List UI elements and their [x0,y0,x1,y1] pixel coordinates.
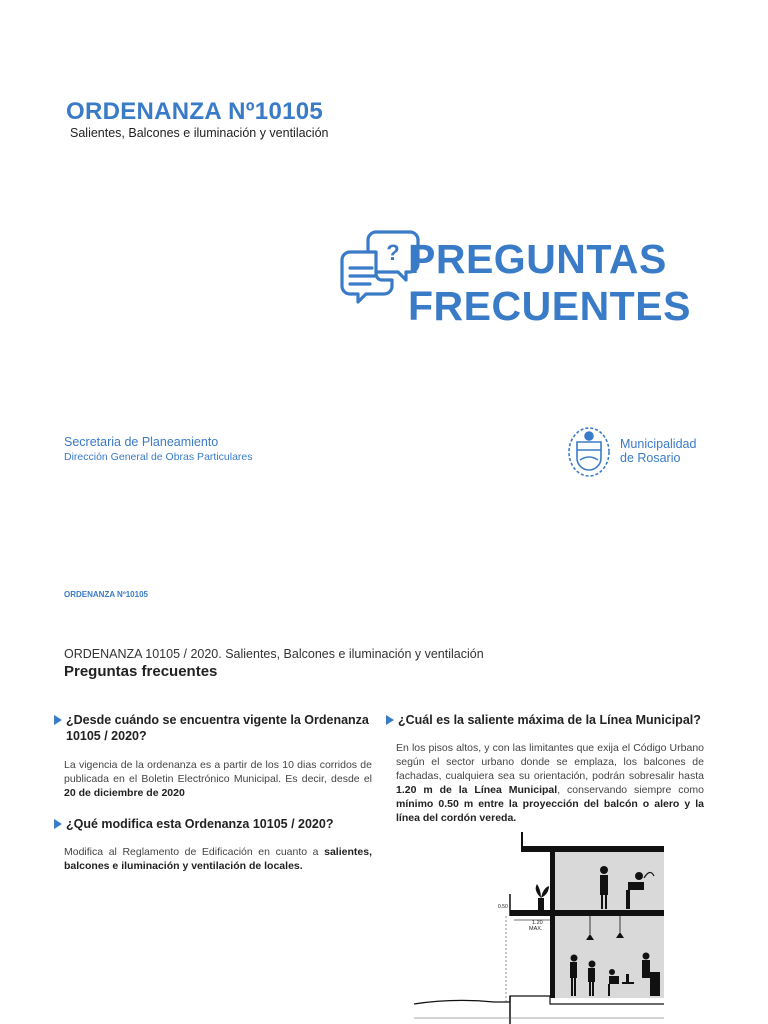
dimension-050-label: 0.50 [498,904,508,910]
svg-text:?: ? [386,240,400,265]
section-title: Preguntas frecuentes [64,663,218,680]
question-2-text: ¿Qué modifica esta Ordenanza 10105 / 2020? [66,817,334,831]
document-subtitle: Salientes, Balcones e iluminación y ventilación [70,126,329,140]
answer-1 [64,758,372,800]
balcony-section-diagram [414,832,664,1024]
question-2 [66,816,376,832]
answer-2 [64,845,372,873]
page-header: ORDENANZA Nº10105 [64,590,148,599]
rosario-crest-logo [566,424,612,480]
dimension-max-label: MAX. [529,926,543,932]
faq-heading-line2: FRECUENTES [408,283,691,329]
answer-3-text: En los pisos altos, y con las limitantes que exija el Código Urbano según el sector urbano donde se emplaza, los balcones de fachadas, cualquiera sea su orientación, podrán sobresalir hasta [396,742,704,782]
answer-3-highlight-2: mínimo 0.50 m entre la proyección del balcón o alero y la línea del cordón vereda. [396,798,704,824]
ordinance-reference: ORDENANZA 10105 / 2020. Salientes, Balcones e iluminación y ventilación [64,647,484,661]
answer-3-text-2: , conservando siempre como [557,784,704,796]
faq-heading [408,236,691,330]
answer-3 [396,741,704,825]
muni-line1: Municipalidad [620,437,697,451]
faq-heading-line1: PREGUNTAS [408,236,667,282]
muni-line2: de Rosario [620,451,681,465]
document-title: ORDENANZA Nº10105 [66,98,324,125]
municipalidad-logo-text [620,437,696,465]
answer-1-highlight: 20 de diciembre de 2020 [64,787,185,799]
question-1-text: ¿Desde cuándo se encuentra vigente la Ordenanza 10105 / 2020? [66,713,369,743]
answer-3-highlight-1: 1.20 m de la Línea Municipal [396,784,558,796]
plant-silhouette [536,884,549,910]
question-3 [398,712,718,728]
direccion-label: Dirección General de Obras Particulares [64,451,253,463]
answer-2-text: Modifica al Reglamento de Edificación en cuanto a [64,846,325,858]
question-1 [66,712,376,744]
dimension-120-label: 1.20 [532,920,543,926]
answer-2-highlight: salientes, balcones e iluminación y ventilación de locales. [64,846,372,872]
secretaria-label: Secretaria de Planeamiento [64,435,219,449]
triangle-bullet-icon [54,819,62,829]
answer-1-text: La vigencia de la ordenanza es a partir de los 10 dias corridos de publicada en el Boletin Electrónico Municipal. Es decir, desde el [64,759,372,785]
question-3-text: ¿Cuál es la saliente máxima de la Línea Municipal? [398,713,701,727]
triangle-bullet-icon [386,715,394,725]
triangle-bullet-icon [54,715,62,725]
